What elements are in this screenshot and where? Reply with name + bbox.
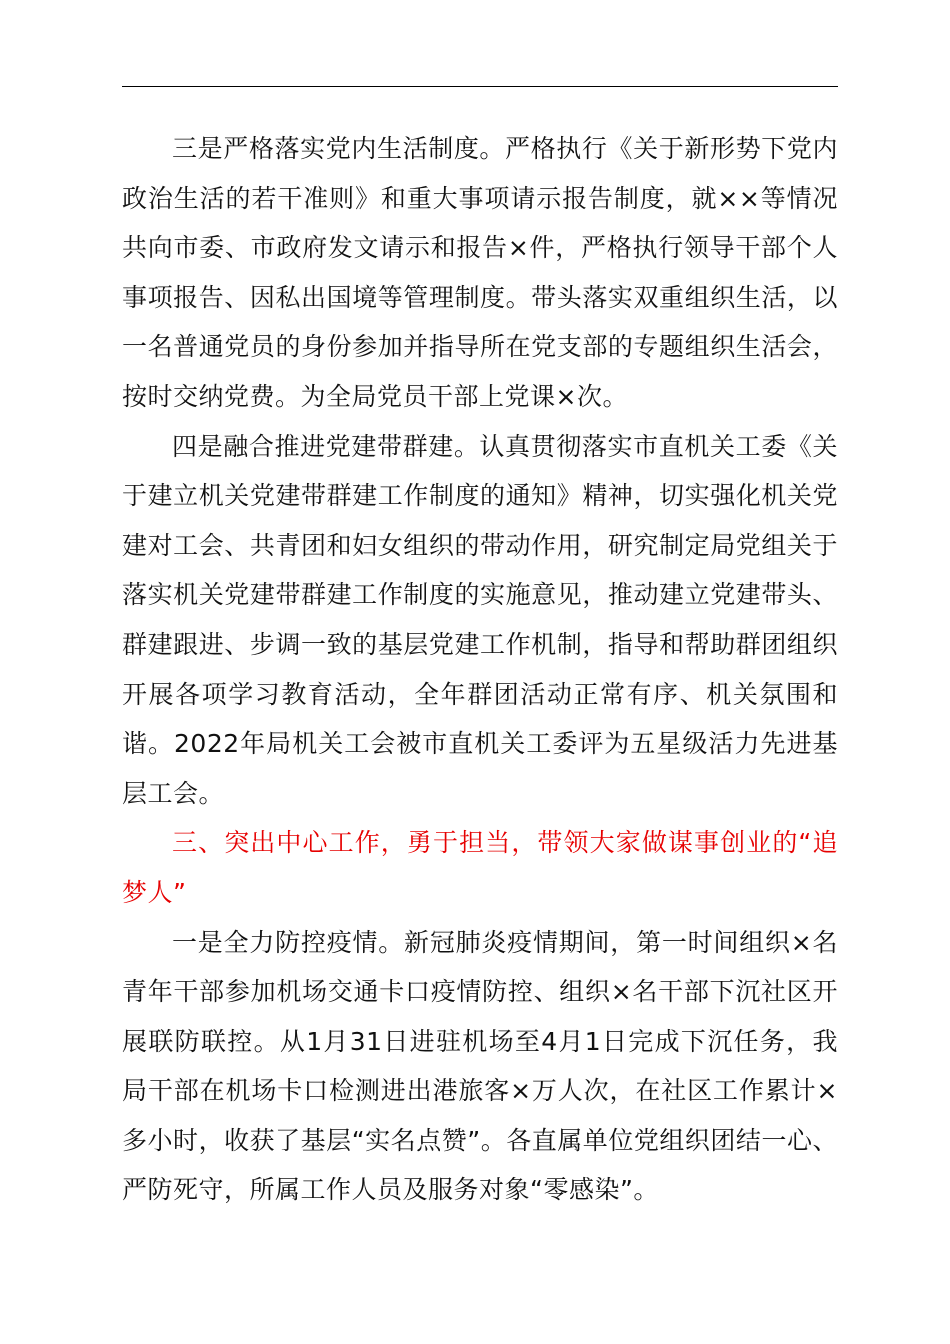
paragraph-party-building-mass-groups: 四是融合推进党建带群建。认真贯彻落实市直机关工委《关于建立机关党建带群建工作制度的通知》精神，切实强化机关党建对工会、共青团和妇女组织的带动作用，研究制定局党组关于落实机关党建带群建工作制度的实施意见，推动建立党建带头、群建跟进、步调一致的基层党建工作机制，指导和帮助群团组织开展各项学习教育活动，全年群团活动正常有序、机关氛围和谐。2022年局机关工会被市直机关工委评为五星级活力先进基层工会。 [122,431,838,808]
header-rule [122,86,838,87]
document-body [122,124,838,1215]
paragraph-epidemic-control: 一是全力防控疫情。新冠肺炎疫情期间，第一时间组织×名青年干部参加机场交通卡口疫情防控、组织×名干部下沉社区开展联防联控。从1月31日进驻机场至4月1日完成下沉任务，我局干部在机场卡口检测进出港旅客×万人次，在社区工作累计×多小时，收获了基层“实名点赞”。各直属单位党组织团结一心、严防死守，所属工作人员及服务对象“零感染”。 [122,927,838,1205]
paragraph-party-life-system: 三是严格落实党内生活制度。严格执行《关于新形势下党内政治生活的若干准则》和重大事项请示报告制度，就××等情况共向市委、市政府发文请示和报告×件，严格执行领导干部个人事项报告、因私出国境等管理制度。带头落实双重组织生活，以一名普通党员的身份参加并指导所在党支部的专题组织生活会，按时交纳党费。为全局党员干部上党课×次。 [122,134,838,411]
section-heading-central-work: 三、突出中心工作，勇于担当，带领大家做谋事创业的“追梦人” [122,828,838,907]
